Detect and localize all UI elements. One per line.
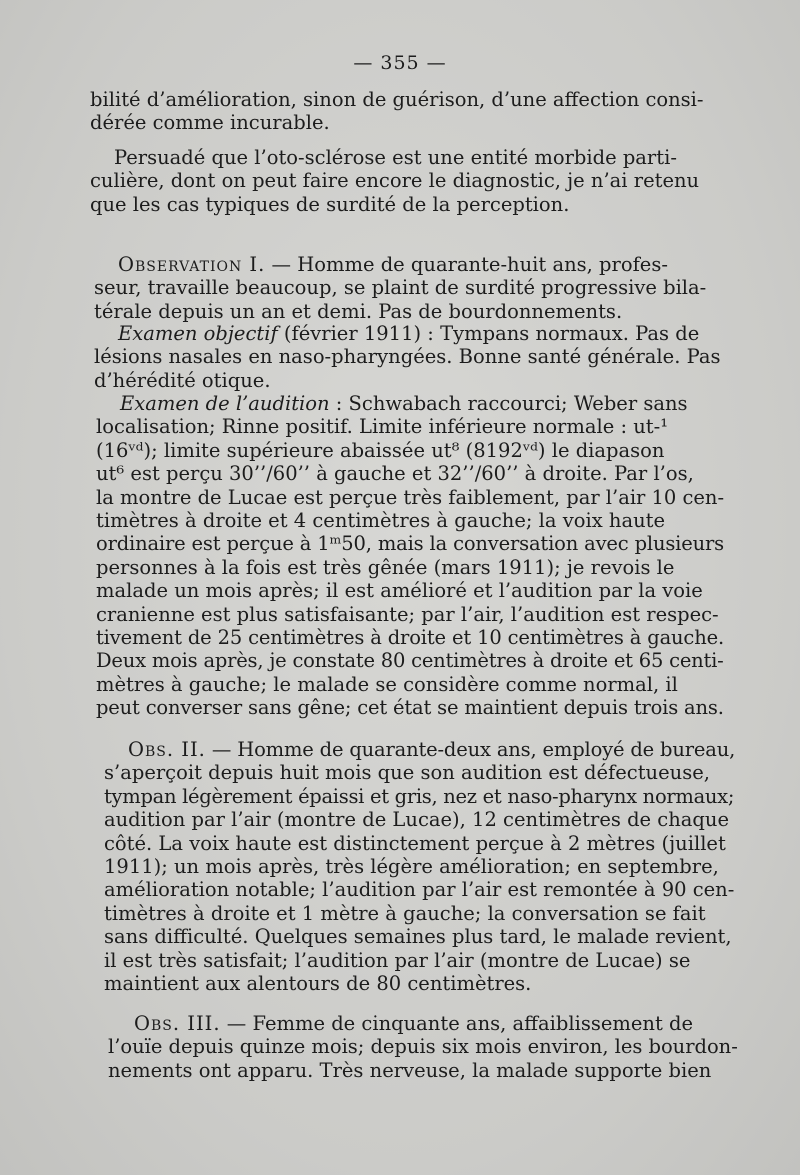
text-line: sans difficulté. Quelques semaines plus tard, le malade revient, bbox=[104, 925, 732, 949]
page-number: — 355 — bbox=[353, 52, 447, 74]
text-line: ordinaire est perçue à 1ᵐ50, mais la conversation avec plusieurs bbox=[96, 532, 724, 556]
observation-label: Obs. II. bbox=[128, 738, 206, 761]
text-line: dérée comme incurable. bbox=[90, 111, 330, 135]
text-line: bilité d’amélioration, sinon de guérison, d’une affection consi- bbox=[90, 88, 704, 111]
observation-1 bbox=[94, 253, 724, 323]
examen-objectif bbox=[94, 322, 724, 392]
text-line: : Schwabach raccourci; Weber sans bbox=[329, 392, 688, 415]
observation-3 bbox=[108, 1012, 738, 1082]
text-line: localisation; Rinne positif. Limite inférieure normale : ut-¹ bbox=[96, 415, 669, 439]
text-line: (16ᵛᵈ); limite supérieure abaissée ut⁸ (8192ᵛᵈ) le diapason bbox=[96, 438, 665, 462]
text-line: tympan légèrement épaissi et gris, nez et naso-pharynx normaux; bbox=[104, 784, 735, 808]
text-line: côté. La voix haute est distinctement perçue à 2 mètres (juillet bbox=[104, 831, 726, 855]
observation-label: Observation I. bbox=[118, 253, 266, 276]
text-line: seur, travaille beaucoup, se plaint de surdité progressive bila- bbox=[94, 276, 707, 300]
section-heading: Examen de l’audition bbox=[120, 392, 330, 415]
text-line: tivement de 25 centimètres à droite et 10 centimètres à gauche. bbox=[96, 626, 725, 650]
examen-audition bbox=[96, 392, 724, 720]
text-line: (février 1911) : Tympans normaux. Pas de bbox=[277, 322, 700, 345]
text-line: mètres à gauche; le malade se considère comme normal, il bbox=[96, 672, 678, 696]
text-line: s’aperçoit depuis huit mois que son audition est défectueuse, bbox=[104, 761, 710, 785]
text-line: nements ont apparu. Très nerveuse, la malade supporte bien bbox=[108, 1058, 712, 1082]
text-line: 1911); un mois après, très légère amélioration; en septembre, bbox=[104, 855, 719, 879]
text-line: audition par l’air (montre de Lucae), 12 centimètres de chaque bbox=[104, 808, 729, 832]
text-line: timètres à droite et 1 mètre à gauche; la conversation se fait bbox=[104, 901, 706, 925]
text-line: personnes à la fois est très gênée (mars 1911); je revois le bbox=[96, 555, 675, 579]
text-line: lésions nasales en naso-pharyngées. Bonne santé générale. Pas bbox=[94, 345, 721, 369]
text-line: malade un mois après; il est amélioré et l’audition par la voie bbox=[96, 579, 703, 603]
text-line: Deux mois après, je constate 80 centimètres à droite et 65 centi- bbox=[96, 649, 724, 673]
text-line: la montre de Lucae est perçue très faiblement, par l’air 10 cen- bbox=[96, 485, 725, 509]
text-line: amélioration notable; l’audition par l’air est remontée à 90 cen- bbox=[104, 878, 735, 902]
observation-2 bbox=[104, 738, 734, 995]
text-line: — Femme de cinquante ans, affaiblissement de bbox=[220, 1012, 694, 1035]
text-line: — Homme de quarante-huit ans, profes- bbox=[265, 253, 668, 276]
text-line: térale depuis un an et demi. Pas de bourdonnements. bbox=[94, 299, 623, 323]
text-line: Persuadé que l’oto-sclérose est une entité morbide parti- bbox=[114, 146, 677, 169]
text-line: timètres à droite et 4 centimètres à gauche; la voix haute bbox=[96, 509, 666, 533]
text-line: d’hérédité otique. bbox=[94, 368, 271, 392]
text-line: culière, dont on peut faire encore le diagnostic, je n’ai retenu bbox=[90, 169, 700, 193]
text-line: que les cas typiques de surdité de la perception. bbox=[90, 192, 570, 216]
text-line: l’ouïe depuis quinze mois; depuis six mois environ, les bourdon- bbox=[108, 1035, 738, 1059]
text-line: ut⁶ est perçu 30’’/60’’ à gauche et 32’’/60’’ à droite. Par l’os, bbox=[96, 462, 694, 486]
text-line: il est très satisfait; l’audition par l’air (montre de Lucae) se bbox=[104, 948, 691, 972]
text-line: maintient aux alentours de 80 centimètres. bbox=[104, 972, 532, 996]
section-heading: Examen objectif bbox=[118, 322, 278, 345]
paragraph-continuation bbox=[90, 88, 722, 135]
paragraph-intro bbox=[90, 146, 722, 216]
text-line: cranienne est plus satisfaisante; par l’air, l’audition est respec- bbox=[96, 602, 719, 626]
observation-label: Obs. III. bbox=[134, 1012, 221, 1035]
text-line: — Homme de quarante-deux ans, employé de bureau, bbox=[205, 738, 736, 761]
text-line: peut converser sans gêne; cet état se maintient depuis trois ans. bbox=[96, 696, 724, 720]
